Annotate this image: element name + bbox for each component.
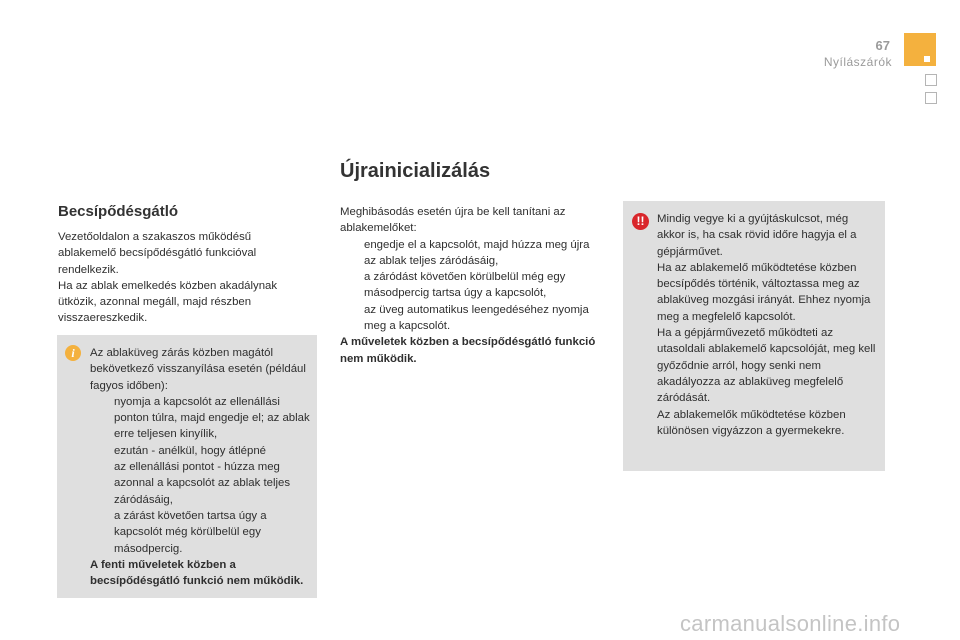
reinit-footer: A műveletek közben a becsípődésgátló funkció nem működik. (340, 336, 596, 365)
main-title: Újrainicializálás (340, 160, 491, 182)
warning-icon: !! (632, 213, 649, 230)
info-box (57, 335, 317, 598)
list-item: nyomja a kapcsolót az ellenállási ponton túlra, majd engedje el; az ablak erre teljesen kinyílik, (114, 395, 310, 441)
warning-box (623, 201, 885, 471)
page-number: 67 (875, 38, 890, 53)
section-title: Nyílászárók (823, 55, 892, 69)
intro-paragraph-2: Ha az ablak emelkedés közben akadálynak ütközik, azonnal megáll, majd részben visszaereszkedik. (58, 279, 278, 325)
intro-text (58, 229, 298, 327)
intro-paragraph-1: Vezetőoldalon a szakaszos működésű ablakemelő becsípődésgátló funkcióval rendelkezik. (58, 231, 257, 276)
info-intro: Az ablaküveg zárás közben magától bekövetkező visszanyílása esetén (például fagyos időben): (90, 347, 306, 392)
info-footer: A fenti műveletek közben a becsípődésgátló funkció nem működik. (90, 558, 304, 588)
reinit-text (340, 204, 600, 367)
warning-text-4: Az ablakemelők működtetése közben különösen vigyázzon a gyermekekre. (657, 408, 846, 437)
section-heading: Becsípődésgátló (58, 203, 179, 220)
warning-text-2: Ha az ablakemelő működtetése közben becsípődés történik, változtassa meg az ablaküveg mozgási irányát. Ehhez nyomja meg a megfelelő kapcsolót. (657, 261, 871, 323)
watermark: carmanualsonline.info (680, 611, 901, 636)
info-list (90, 394, 312, 459)
list-item: engedje el a kapcsolót, majd húzza meg újra az ablak teljes záródásáig, (364, 238, 590, 267)
warning-text-3: Ha a gépjárművezető működteti az utasoldali ablakemelő kapcsolóját, meg kell győződnie arról, hogy senki nem akadályozza az ablaküveg megfelelő záródását. (657, 327, 876, 405)
list-item-continuation: az ellenállási pontot - húzza meg azonnal a kapcsolót az ablak teljes záródásáig, (114, 461, 291, 506)
reinit-list (340, 237, 600, 335)
reinit-intro: Meghibásodás esetén újra be kell tanítani az ablakemelőket: (340, 206, 566, 235)
chapter-square-2 (925, 92, 937, 104)
warning-text-1: Mindig vegye ki a gyújtáskulcsot, még akkor is, ha csak rövid időre hagyja el a gépjárművet. (657, 213, 857, 258)
list-item: a záródást követően körülbelül még egy másodpercig tartsa úgy a kapcsolót, (364, 271, 566, 300)
list-item: ezután - anélkül, hogy átlépné (114, 444, 266, 457)
chapter-square-1 (925, 74, 937, 86)
list-item: az üveg automatikus leengedéséhez nyomja meg a kapcsolót. (364, 303, 589, 333)
tab-marker (924, 56, 930, 62)
info-icon: i (65, 345, 81, 361)
list-item: a zárást követően tartsa úgy a kapcsolót még körülbelül egy másodpercig. (114, 509, 267, 555)
chapter-tab (904, 33, 936, 66)
